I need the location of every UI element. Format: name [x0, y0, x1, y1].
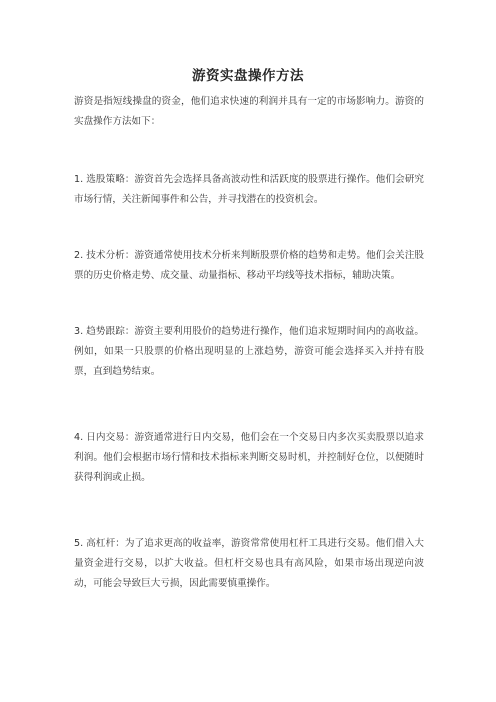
paragraph-high-leverage: 5. 高杠杆：为了追求更高的收益率，游资常常使用杠杆工具进行交易。他们借入大量资金进行交易，以扩大收益。但杠杆交易也具有高风险，如果市场出现逆向波动，可能会导致巨大亏损，因此需要慎重操作。 [74, 538, 424, 589]
document-title: 游资实盘操作方法 [192, 68, 304, 84]
paragraph-stock-selection: 1. 选股策略：游资首先会选择具备高波动性和活跃度的股票进行操作。他们会研究市场行情，关注新闻事件和公告，并寻找潜在的投资机会。 [74, 174, 424, 205]
intro-paragraph: 游资是指短线操盘的资金，他们追求快速的利润并具有一定的市场影响力。游资的实盘操作方法如下： [74, 96, 424, 127]
paragraph-intraday-trading: 4. 日内交易：游资通常进行日内交易，他们会在一个交易日内多次买卖股票以追求利润。他们会根据市场行情和技术指标来判断交易时机，并控制好仓位，以便随时获得利润或止损。 [74, 432, 424, 483]
paragraph-technical-analysis: 2. 技术分析：游资通常使用技术分析来判断股票价格的趋势和走势。他们会关注股票的历史价格走势、成交量、动量指标、移动平均线等技术指标，辅助决策。 [74, 250, 424, 281]
paragraph-trend-following: 3. 趋势跟踪：游资主要利用股价的趋势进行操作，他们追求短期时间内的高收益。例如，如果一只股票的价格出现明显的上涨趋势，游资可能会选择买入并持有股票，直到趋势结束。 [74, 326, 424, 377]
